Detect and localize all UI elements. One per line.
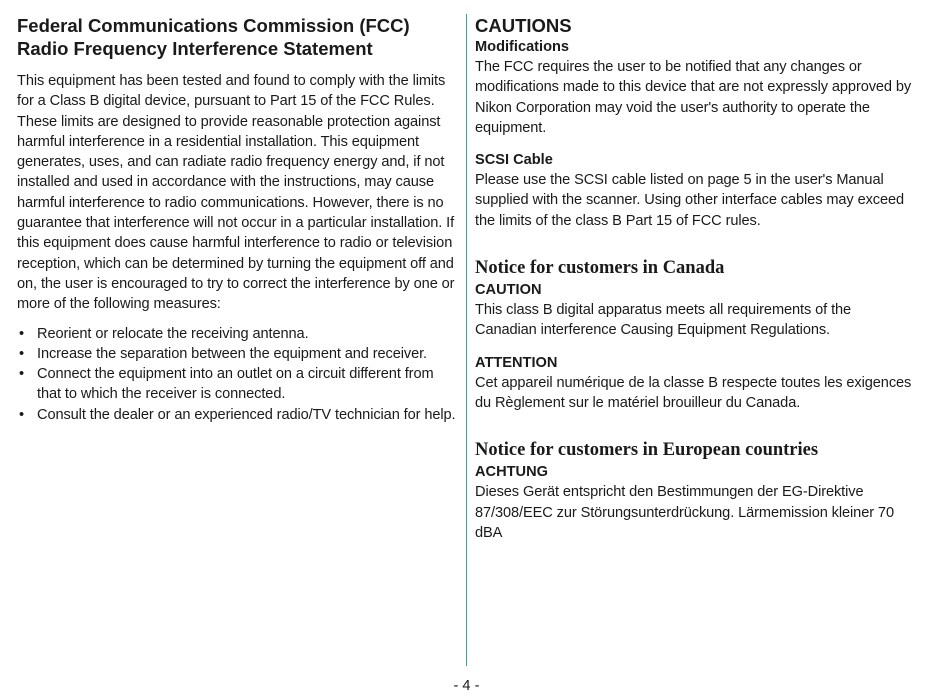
list-item	[17, 364, 460, 405]
scsi-text: Please use the SCSI cable listed on page 5 in the user's Manual supplied with the scanner. Using other interface cables may exceed the limits of the class B Part 15 of FCC rules.	[475, 172, 905, 229]
bullet-icon: •	[19, 325, 25, 342]
fcc-measures-list	[17, 324, 460, 425]
canada-title: Notice for customers in Canada	[475, 258, 725, 279]
list-item-text: Connect the equipment into an outlet on a circuit different from that to which the receiver is connected.	[37, 366, 434, 403]
canada-caution-heading: CAUTION	[475, 282, 542, 299]
europe-achtung-heading: ACHTUNG	[475, 464, 548, 481]
canada-caution-text: This class B digital apparatus meets all requirements of the Canadian interference Causing Equipment Regulations.	[475, 302, 852, 339]
fcc-title-line2: Radio Frequency Interference Statement	[17, 38, 373, 59]
list-item	[17, 344, 460, 364]
column-divider	[466, 14, 467, 666]
list-item-text: Reorient or relocate the receiving antenna.	[37, 325, 309, 342]
page-number: - 4 -	[453, 678, 480, 694]
bullet-icon: •	[19, 406, 25, 423]
fcc-title	[17, 14, 460, 60]
fcc-title-line1: Federal Communications Commission (FCC)	[17, 15, 410, 36]
europe-title: Notice for customers in European countries	[475, 440, 819, 461]
notices-column	[475, 14, 915, 543]
canada-attention-heading: ATTENTION	[475, 354, 558, 371]
scsi-heading: SCSI Cable	[475, 152, 553, 169]
europe-achtung-text: Dieses Gerät entspricht den Bestimmungen der EG-Direktive 87/308/EEC zur Störungsunterdrückung. Lärmemission kleiner 70 dBA	[475, 484, 894, 541]
europe-section	[475, 439, 915, 543]
list-item	[17, 405, 460, 425]
modifications-text: The FCC requires the user to be notified that any changes or modifications made to this device that are not expressly approved by Nikon Corporation may void the user's authority to operate the equipment.	[475, 59, 912, 136]
list-item-text: Increase the separation between the equipment and receiver.	[37, 345, 428, 362]
fcc-statement-column	[17, 14, 460, 425]
cautions-section	[475, 14, 915, 231]
bullet-icon: •	[19, 345, 25, 362]
canada-section	[475, 257, 915, 413]
fcc-paragraph: This equipment has been tested and found to comply with the limits for a Class B digital device, pursuant to Part 15 of the FCC Rules. These limits are designed to provide reasonable protection against harmful interference in a residential installation. This equipment generates, uses, and can radiate radio frequency energy and, if not installed and used in accordance with the instructions, may cause harmful interference to radio communications. However, there is no guarantee that interference will not occur in a particular installation. If this equipment does cause harmful interference to radio or television reception, which can be determined by turning the equipment off and on, the user is encouraged to try to correct the interference by one or more of the following measures:	[17, 73, 455, 313]
canada-attention-text: Cet appareil numérique de la classe B respecte toutes les exigences du Règlement sur le matériel brouilleur du Canada.	[475, 374, 912, 411]
cautions-title: CAUTIONS	[475, 15, 572, 36]
list-item	[17, 324, 460, 344]
modifications-heading: Modifications	[475, 39, 570, 55]
bullet-icon: •	[19, 366, 25, 383]
list-item-text: Consult the dealer or an experienced radio/TV technician for help.	[37, 406, 456, 423]
